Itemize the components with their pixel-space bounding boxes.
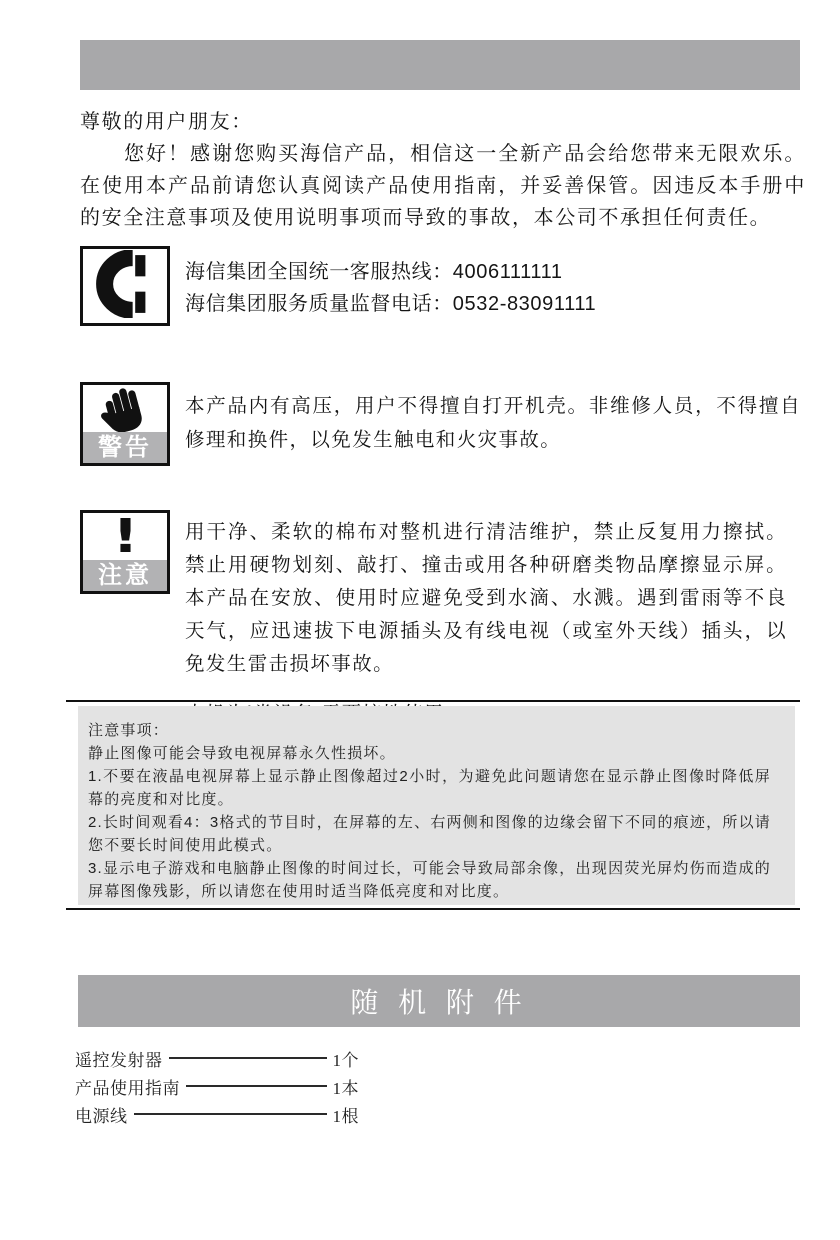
caution-label: 注意 bbox=[83, 560, 167, 591]
accessory-name: 产品使用指南 bbox=[75, 1078, 180, 1098]
notes-item: 2.长时间观看4：3格式的节目时，在屏幕的左、右两侧和图像的边缘会留下不同的痕迹，所以请您不要长时间使用此模式。 bbox=[88, 814, 771, 854]
caution-text-block bbox=[185, 516, 787, 731]
warning-sign-box bbox=[80, 382, 170, 466]
hotline-line2: 海信集团服务质量监督电话：0532-83091111 bbox=[185, 293, 597, 315]
intro-body: 您好！感谢您购买海信产品，相信这一全新产品会给您带来无限欢乐。在使用本产品前请您认真阅读产品使用指南，并妥善保管。因违反本手册中的安全注意事项及使用说明事项而导致的事故，本公司不承担任何责任。 bbox=[80, 143, 806, 229]
accessory-name: 电源线 bbox=[75, 1106, 128, 1126]
warning-label: 警告 bbox=[83, 432, 167, 463]
warning-text: 本产品内有高压，用户不得擅自打开机壳。非维修人员，不得擅自修理和换件，以免发生触电和火灾事故。 bbox=[185, 395, 801, 451]
notes-item: 1.不要在液晶电视屏幕上显示静止图像超过2小时，为避免此问题请您在显示静止图像时降低屏幕的亮度和对比度。 bbox=[88, 768, 771, 808]
accessories-title: 随 机 附 件 bbox=[350, 987, 528, 1018]
divider-bottom bbox=[66, 908, 800, 910]
accessories-list bbox=[75, 1044, 359, 1128]
leader-line bbox=[169, 1057, 327, 1059]
top-header-bar bbox=[80, 40, 800, 90]
accessories-banner bbox=[78, 975, 800, 1027]
intro-section bbox=[80, 106, 806, 234]
notes-panel bbox=[78, 706, 795, 905]
leader-line bbox=[134, 1113, 327, 1115]
list-item bbox=[75, 1044, 359, 1072]
accessory-name: 遥控发射器 bbox=[75, 1050, 163, 1070]
intro-salutation: 尊敬的用户朋友： bbox=[80, 111, 253, 133]
caution-sign-box bbox=[80, 510, 170, 594]
notes-title: 注意事项： bbox=[88, 722, 170, 739]
notes-item: 3.显示电子游戏和电脑静止图像的时间过长，可能会导致局部余像，出现因荧光屏灼伤而造成的屏幕图像残影，所以请您在使用时适当降低亮度和对比度。 bbox=[88, 860, 771, 900]
stop-hand-icon bbox=[83, 385, 167, 432]
phone-sign-box bbox=[80, 246, 170, 326]
phone-icon bbox=[92, 250, 158, 323]
list-item bbox=[75, 1072, 359, 1100]
accessory-qty: 1根 bbox=[332, 1106, 359, 1126]
accessory-qty: 1本 bbox=[332, 1078, 359, 1098]
notes-intro: 静止图像可能会导致电视屏幕永久性损坏。 bbox=[88, 745, 396, 762]
caution-text: 用干净、柔软的棉布对整机进行清洁维护，禁止反复用力擦拭。禁止用硬物划刻、敲打、撞击或用各种研磨类物品摩擦显示屏。本产品在安放、使用时应避免受到水滴、水溅。遇到雷雨等不良天气，应迅速拔下电源插头及有线电视（或室外天线）插头，以免发生雷击损坏事故。 bbox=[185, 521, 787, 675]
leader-line bbox=[186, 1085, 327, 1087]
hotline-section bbox=[185, 256, 596, 320]
hotline-line1: 海信集团全国统一客服热线：4006111111 bbox=[185, 261, 563, 283]
accessory-qty: 1个 bbox=[332, 1050, 359, 1070]
divider-top bbox=[66, 700, 800, 702]
exclamation-icon: ! bbox=[111, 513, 139, 560]
list-item bbox=[75, 1100, 359, 1128]
